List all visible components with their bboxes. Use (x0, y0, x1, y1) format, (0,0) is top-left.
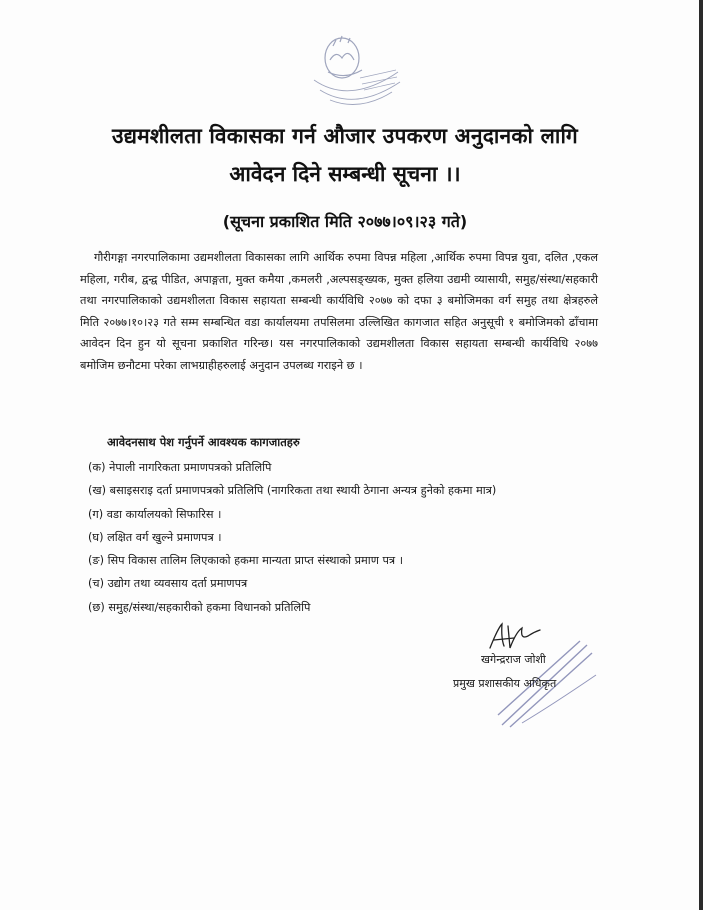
notice-title-line-2: आवेदन दिने सम्बन्धी सूचना ।। (229, 162, 461, 186)
notice-title-line-1: उद्यमशीलता विकासका गर्न औजार उपकरण अनुदानको लागि (112, 124, 578, 148)
municipality-seal (300, 20, 420, 110)
seal-image (300, 20, 420, 110)
required-docs-list (88, 460, 496, 623)
list-item: (ङ) सिप विकास तालिम लिएकाको हकमा मान्यता प्राप्त संस्थाको प्रमाण पत्र । (88, 554, 404, 568)
list-item: (ग) वडा कार्यालयको सिफारिस । (88, 507, 222, 521)
list-item: (ख) बसाइसराइ दर्ता प्रमाणपत्रको प्रतिलिपि (नागरिकता तथा स्थायी ठेगाना अन्यत्र हुनेको हकमा मात्र) (88, 484, 497, 498)
list-item: (छ) समुह/संस्था/सहकारीको हकमा विधानको प्रतिलिपि (88, 600, 311, 614)
list-item: (च) उद्योग तथा व्यवसाय दर्ता प्रमाणपत्र (88, 577, 248, 591)
publication-date: (सूचना प्रकाशित मिति २०७७।०९।२३ गते) (222, 212, 468, 231)
page-edge (699, 0, 703, 910)
list-item: (क) नेपाली नागरिकता प्रमाणपत्रको प्रतिलिपि (88, 461, 272, 474)
notice-body: गौरीगङ्गा नगरपालिकामा उद्यमशीलता विकासका लागि आर्थिक रुपमा विपन्न महिला ,आर्थिक रुपमा विपन्न युवा, दलित ,एकल महिला, गरीब, द्वन्द्व पीडित, अपाङ्गता, मुक्त कमैया ,कमलरी ,अल्पसङ्ख्यक, मुक्त हलिया उद्यमी व्यासायी, समुह/संस्था/सहकारी तथा नगरपालिकाको उद्यमशीलता विकास सहायता सम्बन्धी कार्यविधि २०७७ को दफा ३ बमोजिमका वर्ग समुह तथा क्षेत्रहरुले मिति २०७७।१०।२३ गते सम्म सम्बन्धित वडा कार्यालयमा तपसिलमा उल्लिखित कागजात सहित अनुसूची १ बमोजिमको ढाँचामा आवेदन दिन हुन यो सूचना प्रकाशित गरिन्छ। यस नगरपालिकाको उद्यमशीलता विकास सहायता सम्बन्धी कार्यविधि २०७७ बमोजिम छनौटमा परेका लाभग्राहीहरुलाई अनुदान उपलब्ध गराइने छ । (80, 251, 598, 372)
required-docs-heading: आवेदनसाथ पेश गर्नुपर्ने आवश्यक कागजातहरु (107, 435, 300, 449)
signer-name: खगेन्द्रराज जोशी (481, 653, 546, 666)
signer-title: प्रमुख प्रशासकीय अधिकृत (453, 677, 557, 690)
list-item: (घ) लक्षित वर्ग खुल्ने प्रमाणपत्र । (88, 530, 222, 544)
